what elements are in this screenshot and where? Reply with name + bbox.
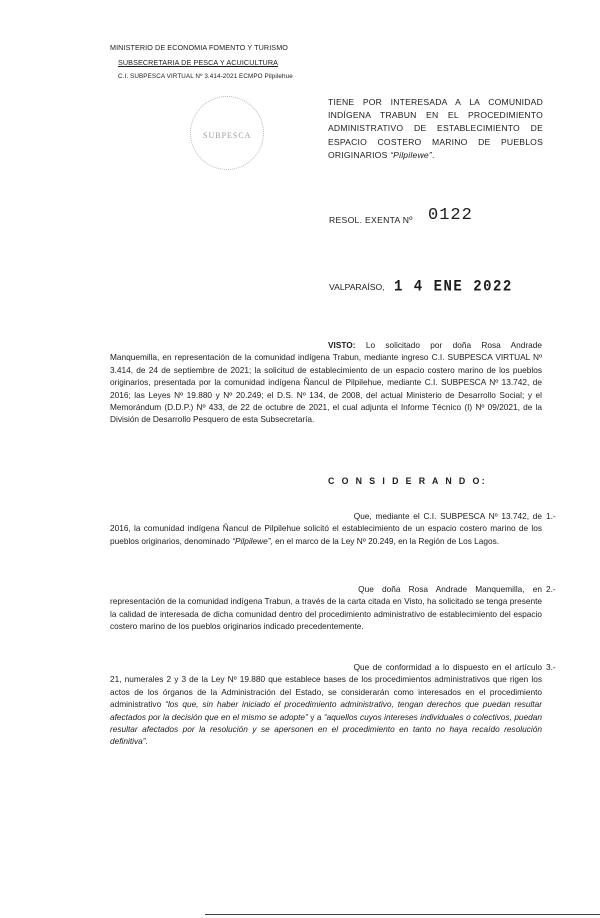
item-number: 3.- xyxy=(546,662,556,672)
title-name: “Pilpilewe” xyxy=(390,149,432,160)
title-end: . xyxy=(431,149,435,160)
considerando-item-1 xyxy=(110,510,556,547)
item-text: Que doña Rosa Andrade Manquemilla, en representación de la comunidad indígena Trabun, a través de la carta citada en Visto, ha solicitado se tenga presente la calidad de interesada de dicha comunidad dentro del procedimiento administrativo de establecimiento del espacio costero marino de los pueblos originarios indicado precedentemente. xyxy=(110,584,542,632)
date-stamp: 1 4 ENE 2022 xyxy=(394,277,513,297)
considerando-heading: C O N S I D E R A N D O: xyxy=(328,476,488,486)
item-text: Que, mediante el C.I. SUBPESCA Nº 13.742, de 2016, la comunidad indígena Ñancul de Pilpilehue solicitó el establecimiento de un espacio costero marino de los pueblos originarios, denominado xyxy=(110,511,542,546)
ministry-name: MINISTERIO DE ECONOMIA FOMENTO Y TURISMO xyxy=(110,43,288,52)
resolution-number: 0122 xyxy=(428,206,473,225)
place-label: VALPARAÍSO, xyxy=(329,282,385,292)
document-title xyxy=(328,96,543,162)
subsecretaria-name: SUBSECRETARIA DE PESCA Y ACUICULTURA xyxy=(118,58,279,67)
item-text-end: . xyxy=(145,736,148,747)
visto-paragraph xyxy=(110,339,542,426)
office-stamp xyxy=(190,96,264,170)
title-text: TIENE POR INTERESADA A LA COMUNIDAD INDÍGENA TRABUN EN EL PROCEDIMIENTO ADMINISTRATIVO DE ESTABLECIMIENTO DE ESPACIO COSTERO MARINO DE PUEBLOS ORIGINARIOS xyxy=(328,97,543,160)
page-bottom-rule xyxy=(205,914,600,915)
visto-label: VISTO: xyxy=(328,340,356,350)
visto-text: Lo solicitado por doña Rosa Andrade Manquemilla, en representación de la comunidad indígena Trabun, mediante ingreso C.I. SUBPESCA VIRTUAL Nº 3.414, de 24 de septiembre de 2021; la solicitud de establecimiento de un espacio costero marino de los pueblos originarios, presentada por la comunidad indígena Ñancul de Pilpilehue, mediante C.I. SUBPESCA Nº 13.742, de 2016; las Leyes Nº 19.880 y Nº 20.249; el D.S. Nº 134, de 2008, del actual Ministerio de Desarrollo Social; y el Memorándum (D.D.P.) Nº 433, de 22 de octubre de 2021, el cual adjunta el Informe Técnico (I) Nº 09/2021, de la División de Desarrollo Pesquero de esta Subsecretaría. xyxy=(110,340,542,425)
item-quote-1: “los que, sin haber iniciado el procedimiento administrativo, tengan derechos que puedan resultar afectados por la decisión que en el mismo se adopte” xyxy=(110,699,542,722)
item-quote-2: “aquellos cuyos intereses individuales o colectivos, puedan resultar afectados por la resolución y se apersonen en el procedimiento en tanto no haya recaído resolución definitiva” xyxy=(110,711,543,747)
item-text-middle: y a xyxy=(307,711,324,722)
considerando-item-2 xyxy=(110,583,556,633)
item-name: “Pilpilewe” xyxy=(232,535,271,546)
considerando-item-3 xyxy=(110,661,556,748)
item-text: Que de conformidad a lo dispuesto en el artículo 21, numerales 2 y 3 de la Ley Nº 19.880 que establece bases de los procedimientos administrativos que rigen los actos de los órganos de la Administración del Estado, se considerarán como interesados en el procedimiento administrativo xyxy=(110,662,542,710)
stamp-text: SUBPESCA xyxy=(203,131,252,140)
reference-line: C.I. SUBPESCA VIRTUAL Nº 3.414-2021 ECMPO Pilpilehue xyxy=(118,73,293,80)
item-text-end: , en el marco de la Ley Nº 20.249, en la Región de Los Lagos. xyxy=(270,535,500,546)
item-number: 1.- xyxy=(546,511,556,521)
resolution-label: RESOL. EXENTA Nº xyxy=(329,215,413,225)
item-number: 2.- xyxy=(546,584,556,594)
